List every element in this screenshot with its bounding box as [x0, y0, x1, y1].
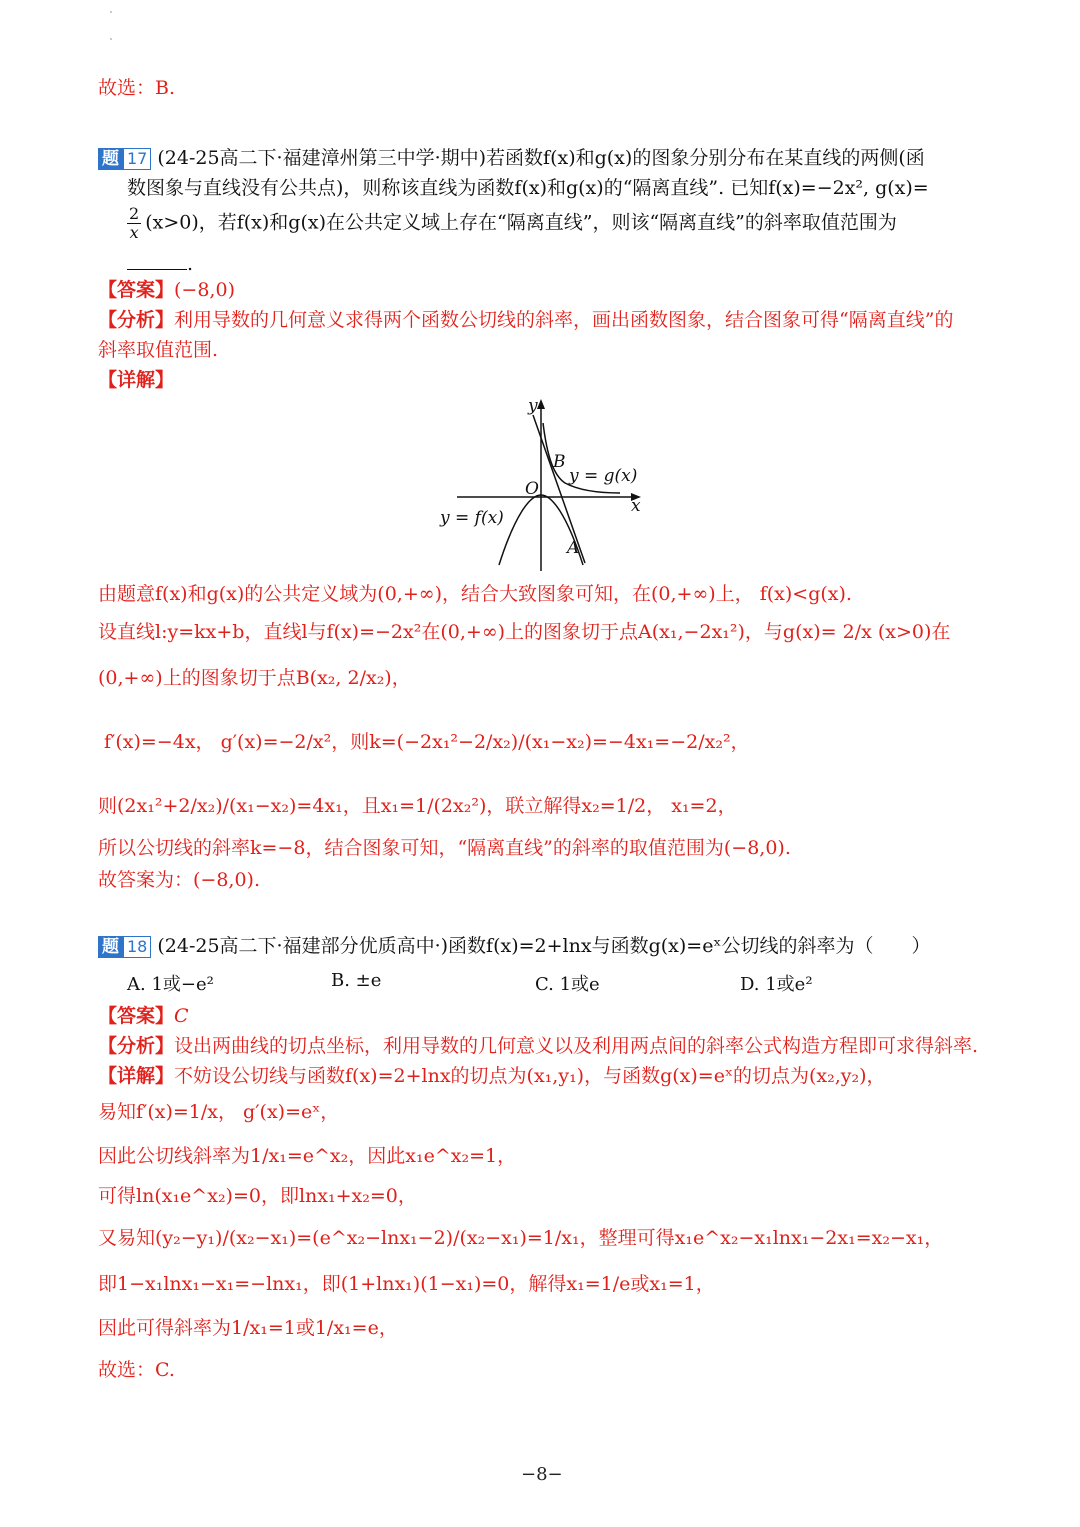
q18-analysis: [98, 1032, 978, 1060]
y-axis-label: y: [528, 396, 538, 416]
q17-line3: [127, 205, 897, 242]
detail-text: 不妨设公切线与函数f(x)=2+lnx的切点为(x₁,y₁)，与函数g(x)=eˣ的切点为(x₂,y₂)，: [174, 1065, 886, 1087]
f-label: y = f(x): [440, 508, 504, 528]
detail-label: 【详解】: [98, 1065, 175, 1087]
x-axis-label: x: [631, 496, 641, 516]
analysis-label: 【分析】: [98, 1035, 175, 1057]
q17-step-6: 所以公切线的斜率k=−8，结合图象可知，“隔离直线”的斜率的取值范围为(−8,0).: [98, 837, 791, 859]
point-B-label: B: [553, 452, 566, 472]
q17-answer: [98, 276, 235, 304]
q17-step-1: 由题意f(x)和g(x)的公共定义域为(0,+∞)，结合大致图象可知，在(0,+∞)上， f(x)<g(x).: [98, 583, 852, 605]
answer-value: C: [174, 1005, 189, 1027]
q17-analysis: [98, 306, 953, 334]
point-A-label: A: [567, 538, 580, 558]
y-arrow: [537, 399, 545, 409]
q18-step-4: 又易知(y₂−y₁)/(x₂−x₁)=(e^x₂−lnx₁−2)/(x₂−x₁)=1/x₁，整理可得x₁e^x₂−x₁lnx₁−2x₁=x₂−x₁，: [98, 1227, 944, 1249]
q17-step-7: 故答案为：(−8,0).: [98, 869, 261, 891]
question-tag: 题: [98, 936, 123, 958]
question-number: 18: [123, 936, 151, 958]
q18-option-b: B. ±e: [331, 970, 382, 991]
q18-step-5: 即1−x₁lnx₁−x₁=−lnx₁，即(1+lnx₁)(1−x₁)=0，解得x₁=1/e或x₁=1，: [98, 1273, 715, 1295]
q18-step-1: 易知f′(x)=1/x， g′(x)=eˣ，: [98, 1101, 340, 1123]
scan-dot: [110, 38, 112, 40]
q18-step-3: 可得ln(x₁e^x₂)=0，即lnx₁+x₂=0，: [98, 1185, 417, 1207]
q18-option-c: C. 1或e: [535, 974, 600, 995]
q17-step-2: 设直线l:y=kx+b，直线l与f(x)=−2x²在(0,+∞)上的图象切于点A(x₁,−2x₁²)，与g(x)= 2/x (x>0)在: [98, 621, 951, 643]
analysis-text: 利用导数的几何意义求得两个函数公切线的斜率，画出函数图象，结合图象可得“隔离直线”的: [174, 309, 954, 331]
prev-answer: 故选：B.: [98, 77, 176, 99]
q17-line4: [127, 250, 193, 278]
answer-blank: [127, 251, 187, 270]
q18-option-a: A. 1或−e²: [127, 974, 214, 995]
function-graph: [435, 395, 655, 575]
page-number: −8−: [521, 1464, 563, 1485]
answer-label: 【答案】: [98, 279, 175, 301]
frac-den: x: [129, 223, 139, 242]
analysis-text: 设出两曲线的切点坐标，利用导数的几何意义以及利用两点间的斜率公式构造方程即可求得斜率.: [174, 1035, 979, 1057]
q18-text-1: (24-25高二下·福建部分优质高中·)函数f(x)=2+lnx与函数g(x)=eˣ公切线的斜率为（ ）: [157, 935, 931, 957]
q17-step-3: (0,+∞)上的图象切于点B(x₂, 2/x₂)，: [98, 667, 411, 689]
q18-step-2: 因此公切线斜率为1/x₁=e^x₂，因此x₁e^x₂=1，: [98, 1145, 517, 1167]
blank-period: .: [187, 253, 194, 275]
q18-option-d: D. 1或e²: [740, 974, 813, 995]
origin-label: O: [525, 479, 539, 499]
q18-step-6: 因此可得斜率为1/x₁=1或1/x₁=e，: [98, 1317, 398, 1339]
answer-value: (−8,0): [174, 279, 235, 301]
answer-label: 【答案】: [98, 1005, 175, 1027]
q18-step-7: 故选：C.: [98, 1359, 175, 1381]
q18-line1: [98, 932, 931, 960]
question-tag: 题: [98, 148, 123, 170]
q17-line2: 数图象与直线没有公共点)，则称该直线为函数f(x)和g(x)的“隔离直线”. 已知f(x)=−2x², g(x)=: [127, 177, 929, 199]
q17-line1: [98, 144, 925, 172]
q17-detail-label: 【详解】: [98, 369, 175, 391]
q17-step-4: f′(x)=−4x， g′(x)=−2/x²，则k=(−2x₁²−2/x₂)/(x₁−x₂)=−4x₁=−2/x₂²，: [104, 731, 750, 753]
scan-dot: [110, 11, 112, 13]
q17-text-3: (x>0)，若f(x)和g(x)在公共定义域上存在“隔离直线”，则该“隔离直线”的斜率取值范围为: [145, 211, 897, 234]
q17-text-1: (24-25高二下·福建漳州第三中学·期中)若函数f(x)和g(x)的图象分别分布在某直线的两侧(函: [157, 147, 925, 169]
frac-num: 2: [129, 204, 140, 223]
q17-analysis-2: 斜率取值范围.: [98, 339, 219, 361]
question-number: 17: [123, 148, 151, 170]
q17-step-5: 则(2x₁²+2/x₂)/(x₁−x₂)=4x₁，且x₁=1/(2x₂²)，联立解得x₂=1/2， x₁=2，: [98, 795, 737, 817]
g-label: y = g(x): [569, 466, 638, 486]
q18-answer: [98, 1002, 189, 1030]
q18-detail: [98, 1062, 886, 1090]
analysis-label: 【分析】: [98, 309, 175, 331]
